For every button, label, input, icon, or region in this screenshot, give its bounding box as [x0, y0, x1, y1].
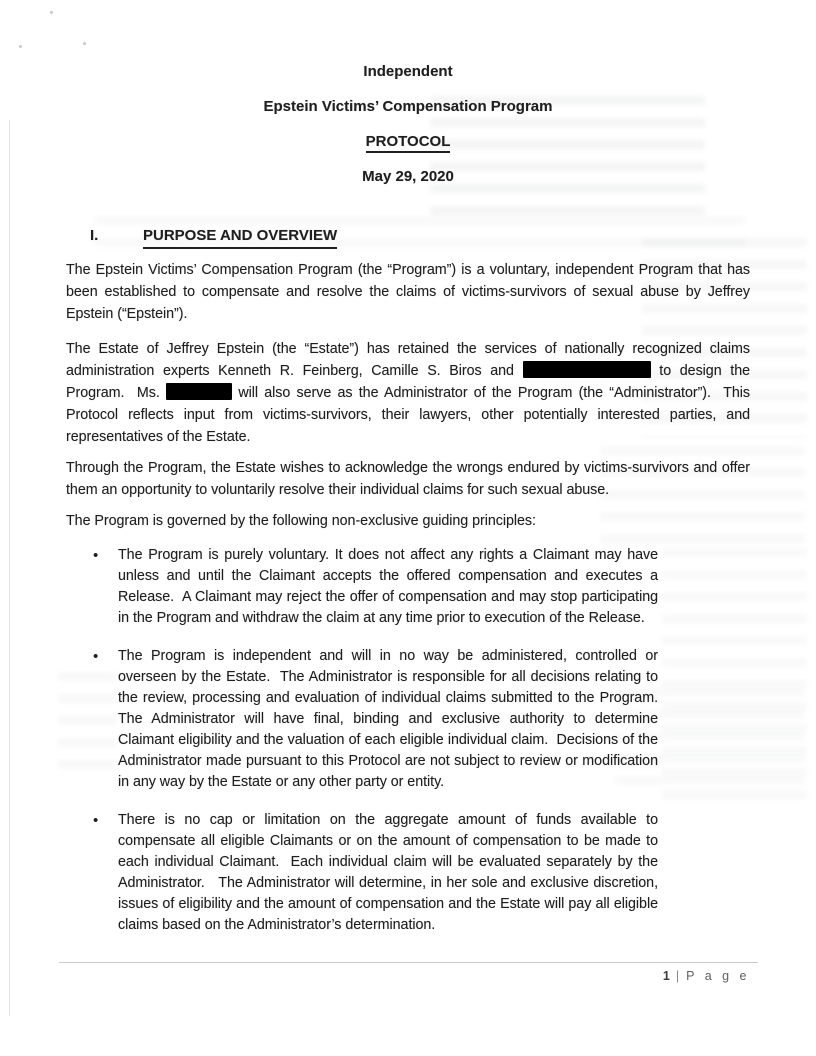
bullet-marker-icon: •: [93, 648, 99, 665]
page-number-footer: [663, 969, 750, 983]
bullet-item: [66, 545, 750, 629]
footer-rule: [59, 962, 758, 963]
document-date: May 29, 2020: [362, 168, 454, 185]
paragraph: [66, 510, 750, 532]
paragraphs-container: [66, 259, 754, 532]
paragraph: [66, 457, 754, 501]
paragraph-text: will also serve as the Administrator of the Program (the “Administrator”). This Protocol reflects input from victims-survivors, their lawyers, other potentially interested parties, and representatives of the Estate.: [66, 385, 754, 445]
document-title-line-2: Epstein Victims’ Compensation Program: [263, 98, 553, 115]
redaction-bar: [166, 383, 232, 400]
document-title-line-1: Independent: [363, 63, 453, 80]
bullet-marker-icon: •: [93, 547, 99, 564]
paragraph-text: to design the Program. Ms.: [66, 363, 754, 401]
scan-speck: [50, 11, 53, 14]
paragraph-text: The Estate of Jeffrey Epstein (the “Estate”) has retained the services of nationally recognized claims administration experts Kenneth R. Feinberg, Camille S. Biros and: [66, 341, 754, 379]
document-title-protocol: [66, 131, 750, 152]
bullet-text: The Program is purely voluntary. It does not affect any rights a Claimant may have unless and until the Claimant accepts the offered compensation and executes a Release. A Claimant may reject the offer of compensation and may stop participating in the Program and withdraw the claim at any time prior to execution of the Release.: [118, 547, 662, 626]
paragraph: [66, 338, 754, 448]
bullet-item: [66, 646, 750, 793]
scan-speck: [83, 42, 86, 45]
section-title: PURPOSE AND OVERVIEW: [143, 225, 337, 249]
bullet-marker-icon: •: [93, 812, 99, 829]
paragraph-text: The Program is governed by the following non-exclusive guiding principles:: [66, 513, 536, 529]
bullet-text: There is no cap or limitation on the aggregate amount of funds available to compensate all eligible Claimants or on the amount of compensation to be made to each individual Claimant. Each individual claim will be evaluated separately by the Administrator. The Administrator will determine, in her sole and exclusive discretion, issues of eligibility and the amount of compensation and the Estate will pay all eligible claims based on the Administrator’s determination.: [118, 812, 662, 933]
paragraph-text: The Epstein Victims’ Compensation Program (the “Program”) is a voluntary, independent Program that has been established to compensate and resolve the claims of victims-survivors of sexual abuse by Jeffrey Epstein (“Epstein”).: [66, 262, 754, 322]
protocol-underlined-text: PROTOCOL: [366, 133, 451, 153]
paragraph: [66, 259, 754, 325]
section-heading: [90, 225, 750, 249]
bullet-text: The Program is independent and will in no way be administered, controlled or overseen by the Estate. The Administrator is responsible for all decisions relating to the review, processing and evaluation of individual claims submitted to the Program. The Administrator will have final, binding and exclusive authority to determine Claimant eligibility and the valuation of each eligible individual claim. Decisions of the Administrator made pursuant to this Protocol are not subject to review or modification in any way by the Estate or any other party or entity.: [118, 648, 666, 790]
scan-speck: [19, 45, 22, 48]
footer-page-label: P a g e: [686, 969, 750, 983]
redaction-bar: [523, 361, 651, 378]
footer-separator: |: [675, 969, 680, 983]
bullet-item: [66, 810, 750, 936]
bullet-list: [66, 545, 750, 936]
scan-edge-artifact: [9, 120, 10, 1016]
section-number: I.: [90, 227, 99, 244]
page-number: 1: [662, 969, 670, 983]
paragraph-text: Through the Program, the Estate wishes to acknowledge the wrongs endured by victims-survivors and offer them an opportunity to voluntarily resolve their individual claims for such sexual abuse.: [66, 460, 754, 498]
